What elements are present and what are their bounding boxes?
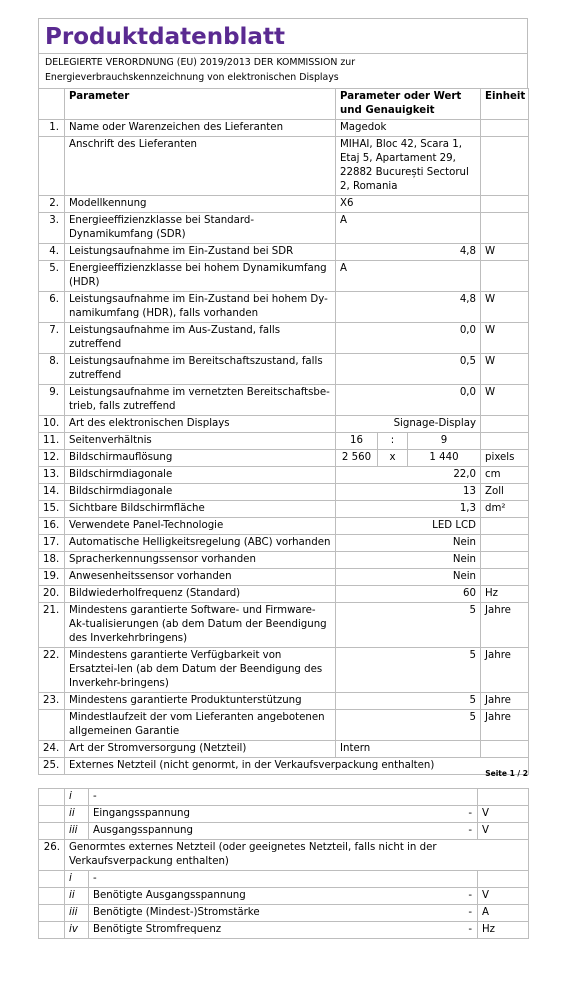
sub-row-label: Eingangsspannung bbox=[93, 808, 190, 819]
row-unit: Jahre bbox=[481, 710, 529, 741]
row-unit bbox=[481, 433, 529, 450]
sub-row-index: ii bbox=[65, 806, 89, 823]
power-supply-table bbox=[38, 788, 529, 939]
table-row bbox=[39, 261, 529, 292]
row-unit: dm² bbox=[481, 501, 529, 518]
sub-row-value: - bbox=[468, 890, 472, 901]
row-unit: W bbox=[481, 244, 529, 261]
table-row bbox=[39, 354, 529, 385]
row-label: Sichtbare Bildschirmfläche bbox=[65, 501, 336, 518]
row-value: Magedok bbox=[336, 120, 481, 137]
table-row bbox=[39, 648, 529, 693]
sub-row-label: Ausgangsspannung bbox=[93, 825, 193, 836]
row-number bbox=[39, 806, 65, 823]
row-label: Bildschirmdiagonale bbox=[65, 467, 336, 484]
row-number bbox=[39, 922, 65, 939]
row-unit: A bbox=[478, 905, 529, 922]
row-unit bbox=[481, 213, 529, 244]
sub-row-label: Benötigte Ausgangsspannung bbox=[93, 890, 246, 901]
table-row bbox=[39, 823, 529, 840]
row-number: 2. bbox=[39, 196, 65, 213]
row-label: Leistungsaufnahme im Aus-Zustand, falls zutreffend bbox=[65, 323, 336, 354]
row-label: Mindestens garantierte Produktunterstützung bbox=[65, 693, 336, 710]
table-row bbox=[39, 467, 529, 484]
row-unit bbox=[481, 552, 529, 569]
table-row bbox=[39, 323, 529, 354]
row-label: Bildwiederholfrequenz (Standard) bbox=[65, 586, 336, 603]
resolution-width-value: 2 560 bbox=[336, 450, 378, 467]
table-row bbox=[39, 586, 529, 603]
table-row bbox=[39, 922, 529, 939]
sub-row-label: Benötigte (Mindest-)Stromstärke bbox=[93, 907, 260, 918]
table-row bbox=[39, 244, 529, 261]
row-label: Seitenverhältnis bbox=[65, 433, 336, 450]
row-number bbox=[39, 789, 65, 806]
row-value: 0,0 bbox=[336, 323, 481, 354]
row-unit: W bbox=[481, 292, 529, 323]
row-label: Leistungsaufnahme im Ein-Zustand bei SDR bbox=[65, 244, 336, 261]
table-row bbox=[39, 484, 529, 501]
row-number: 7. bbox=[39, 323, 65, 354]
row-number: 12. bbox=[39, 450, 65, 467]
table-row bbox=[39, 789, 529, 806]
row-unit bbox=[481, 196, 529, 213]
row-label: Anwesenheitssensor vorhanden bbox=[65, 569, 336, 586]
table-row bbox=[39, 741, 529, 758]
aspect-height-value: 9 bbox=[408, 433, 481, 450]
parameter-table bbox=[38, 88, 529, 775]
row-number: 8. bbox=[39, 354, 65, 385]
header-parameter: Parameter bbox=[65, 89, 336, 120]
row-number: 24. bbox=[39, 741, 65, 758]
row-label: Modellkennung bbox=[65, 196, 336, 213]
row-number: 3. bbox=[39, 213, 65, 244]
sub-row-cell bbox=[89, 806, 478, 823]
row-value: 5 bbox=[336, 603, 481, 648]
resolution-separator: x bbox=[378, 450, 408, 467]
table-row bbox=[39, 535, 529, 552]
row-number bbox=[39, 137, 65, 196]
row-value: Nein bbox=[336, 535, 481, 552]
row-number: 11. bbox=[39, 433, 65, 450]
row-label: Bildschirmauflösung bbox=[65, 450, 336, 467]
subtitle-line-2: Energieverbrauchskennzeichnung von elektronischen Displays bbox=[45, 71, 339, 83]
sub-row-index: iii bbox=[65, 905, 89, 922]
table-row bbox=[39, 518, 529, 535]
row-value: 0,5 bbox=[336, 354, 481, 385]
row-value: Signage-Display bbox=[336, 416, 481, 433]
row-unit: Zoll bbox=[481, 484, 529, 501]
row-number: 13. bbox=[39, 467, 65, 484]
row-value: 4,8 bbox=[336, 244, 481, 261]
regulation-subtitle bbox=[39, 53, 527, 88]
row-number: 16. bbox=[39, 518, 65, 535]
table-row bbox=[39, 137, 529, 196]
sub-row-value: - bbox=[468, 907, 472, 918]
table-row bbox=[39, 196, 529, 213]
product-datasheet-page-2 bbox=[38, 788, 528, 939]
row-unit bbox=[478, 789, 529, 806]
row-value: 60 bbox=[336, 586, 481, 603]
row-value: A bbox=[336, 213, 481, 244]
row-unit bbox=[481, 569, 529, 586]
row-label: Name oder Warenzeichen des Lieferanten bbox=[65, 120, 336, 137]
row-value: 1,3 bbox=[336, 501, 481, 518]
row-unit bbox=[481, 518, 529, 535]
row-unit: cm bbox=[481, 467, 529, 484]
header-unit: Einheit bbox=[481, 89, 529, 120]
row-value: Nein bbox=[336, 569, 481, 586]
row-number bbox=[39, 905, 65, 922]
row-number: 6. bbox=[39, 292, 65, 323]
sub-row-value: - bbox=[468, 924, 472, 935]
row-value: 5 bbox=[336, 648, 481, 693]
row-label: Externes Netzteil (nicht genormt, in der Verkaufsverpackung enthalten) bbox=[65, 758, 529, 775]
sub-row-index: ii bbox=[65, 888, 89, 905]
row-number: 10. bbox=[39, 416, 65, 433]
row-number: 17. bbox=[39, 535, 65, 552]
row-label: Bildschirmdiagonale bbox=[65, 484, 336, 501]
row-unit: V bbox=[478, 888, 529, 905]
row-number: 1. bbox=[39, 120, 65, 137]
sub-row-label: - bbox=[89, 789, 478, 806]
row-number bbox=[39, 888, 65, 905]
row-value: Nein bbox=[336, 552, 481, 569]
row-label: Art der Stromversorgung (Netzteil) bbox=[65, 741, 336, 758]
table-row bbox=[39, 292, 529, 323]
row-label: Automatische Helligkeitsregelung (ABC) vorhanden bbox=[65, 535, 336, 552]
sub-row-value: - bbox=[468, 825, 472, 836]
row-label: Verwendete Panel-Technologie bbox=[65, 518, 336, 535]
table-row bbox=[39, 433, 529, 450]
row-unit bbox=[481, 137, 529, 196]
table-row bbox=[39, 213, 529, 244]
sub-row-index: iv bbox=[65, 922, 89, 939]
row-label: Mindestens garantierte Software- und Firmware-Ak-tualisierungen (ab dem Datum der Beendigung des Inverkehrbringens) bbox=[65, 603, 336, 648]
row-unit bbox=[481, 741, 529, 758]
row-number: 19. bbox=[39, 569, 65, 586]
row-unit: Jahre bbox=[481, 693, 529, 710]
header-value: Parameter oder Wert und Genauigkeit bbox=[336, 89, 481, 120]
row-number bbox=[39, 871, 65, 888]
row-unit bbox=[478, 871, 529, 888]
sub-row-label: - bbox=[89, 871, 478, 888]
row-value: 13 bbox=[336, 484, 481, 501]
row-unit: Hz bbox=[481, 586, 529, 603]
row-unit bbox=[481, 416, 529, 433]
table-row bbox=[39, 450, 529, 467]
row-label: Leistungsaufnahme im vernetzten Bereitschaftsbe-trieb, falls zutreffend bbox=[65, 385, 336, 416]
row-value: 0,0 bbox=[336, 385, 481, 416]
table-row bbox=[39, 806, 529, 823]
datasheet-header bbox=[38, 18, 528, 89]
table-row bbox=[39, 120, 529, 137]
row-value: 22,0 bbox=[336, 467, 481, 484]
table-row bbox=[39, 552, 529, 569]
row-number bbox=[39, 823, 65, 840]
row-value: 5 bbox=[336, 710, 481, 741]
row-unit: V bbox=[478, 806, 529, 823]
page-footer: Seite 1 / 2 bbox=[485, 769, 528, 778]
sub-row-cell bbox=[89, 888, 478, 905]
row-label: Energieeffizienzklasse bei Standard-Dynamikumfang (SDR) bbox=[65, 213, 336, 244]
row-number: 21. bbox=[39, 603, 65, 648]
row-label: Genormtes externes Netzteil (oder geeignetes Netzteil, falls nicht in der Verkaufsverpackung enthalten) bbox=[65, 840, 529, 871]
row-number: 18. bbox=[39, 552, 65, 569]
row-unit: pixels bbox=[481, 450, 529, 467]
row-value: Intern bbox=[336, 741, 481, 758]
table-row bbox=[39, 603, 529, 648]
row-unit: Jahre bbox=[481, 648, 529, 693]
table-row bbox=[39, 710, 529, 741]
row-number: 20. bbox=[39, 586, 65, 603]
row-label: Anschrift des Lieferanten bbox=[65, 137, 336, 196]
row-unit bbox=[481, 535, 529, 552]
aspect-separator: : bbox=[378, 433, 408, 450]
table-row bbox=[39, 905, 529, 922]
sub-row-index: i bbox=[65, 871, 89, 888]
row-number: 9. bbox=[39, 385, 65, 416]
row-number: 4. bbox=[39, 244, 65, 261]
sub-row-cell bbox=[89, 922, 478, 939]
sub-row-index: i bbox=[65, 789, 89, 806]
row-unit bbox=[481, 120, 529, 137]
row-unit: W bbox=[481, 323, 529, 354]
row-number: 14. bbox=[39, 484, 65, 501]
row-label: Art des elektronischen Displays bbox=[65, 416, 336, 433]
sub-row-cell bbox=[89, 823, 478, 840]
row-value: 4,8 bbox=[336, 292, 481, 323]
row-number: 22. bbox=[39, 648, 65, 693]
table-row bbox=[39, 871, 529, 888]
product-datasheet-page-1 bbox=[38, 18, 528, 775]
row-number: 5. bbox=[39, 261, 65, 292]
table-row bbox=[39, 501, 529, 518]
row-unit bbox=[481, 261, 529, 292]
sub-row-cell bbox=[89, 905, 478, 922]
row-unit: W bbox=[481, 385, 529, 416]
row-label: Leistungsaufnahme im Bereitschaftszustand, falls zutreffend bbox=[65, 354, 336, 385]
table-header-row bbox=[39, 89, 529, 120]
table-row bbox=[39, 840, 529, 871]
sub-row-label: Benötigte Stromfrequenz bbox=[93, 924, 222, 935]
header-num bbox=[39, 89, 65, 120]
row-label: Energieeffizienzklasse bei hohem Dynamikumfang (HDR) bbox=[65, 261, 336, 292]
row-number: 23. bbox=[39, 693, 65, 710]
row-unit: Jahre bbox=[481, 603, 529, 648]
resolution-height-value: 1 440 bbox=[408, 450, 481, 467]
row-number bbox=[39, 710, 65, 741]
row-number: 25. bbox=[39, 758, 65, 775]
row-unit: V bbox=[478, 823, 529, 840]
row-value: X6 bbox=[336, 196, 481, 213]
sub-row-value: - bbox=[468, 808, 472, 819]
table-row bbox=[39, 416, 529, 433]
aspect-width-value: 16 bbox=[336, 433, 378, 450]
row-value: LED LCD bbox=[336, 518, 481, 535]
row-unit: W bbox=[481, 354, 529, 385]
sub-row-index: iii bbox=[65, 823, 89, 840]
row-value: 5 bbox=[336, 693, 481, 710]
row-value: MIHAI, Bloc 42, Scara 1, Etaj 5, Apartament 29, 22882 București Sectorul 2, Romania bbox=[336, 137, 481, 196]
page-title: Produktdatenblatt bbox=[45, 24, 285, 50]
table-row bbox=[39, 569, 529, 586]
row-value: A bbox=[336, 261, 481, 292]
row-label: Spracherkennungssensor vorhanden bbox=[65, 552, 336, 569]
table-row bbox=[39, 888, 529, 905]
row-label: Mindestens garantierte Verfügbarkeit von Ersatztei-len (ab dem Datum der Beendigung des Inverkehr-bringens) bbox=[65, 648, 336, 693]
table-row bbox=[39, 385, 529, 416]
row-label: Mindestlaufzeit der vom Lieferanten angebotenen allgemeinen Garantie bbox=[65, 710, 336, 741]
row-number: 26. bbox=[39, 840, 65, 871]
row-label: Leistungsaufnahme im Ein-Zustand bei hohem Dy-namikumfang (HDR), falls vorhanden bbox=[65, 292, 336, 323]
table-row bbox=[39, 693, 529, 710]
row-unit: Hz bbox=[478, 922, 529, 939]
subtitle-line-1: DELEGIERTE VERORDNUNG (EU) 2019/2013 DER KOMMISSION zur bbox=[45, 57, 356, 68]
row-number: 15. bbox=[39, 501, 65, 518]
